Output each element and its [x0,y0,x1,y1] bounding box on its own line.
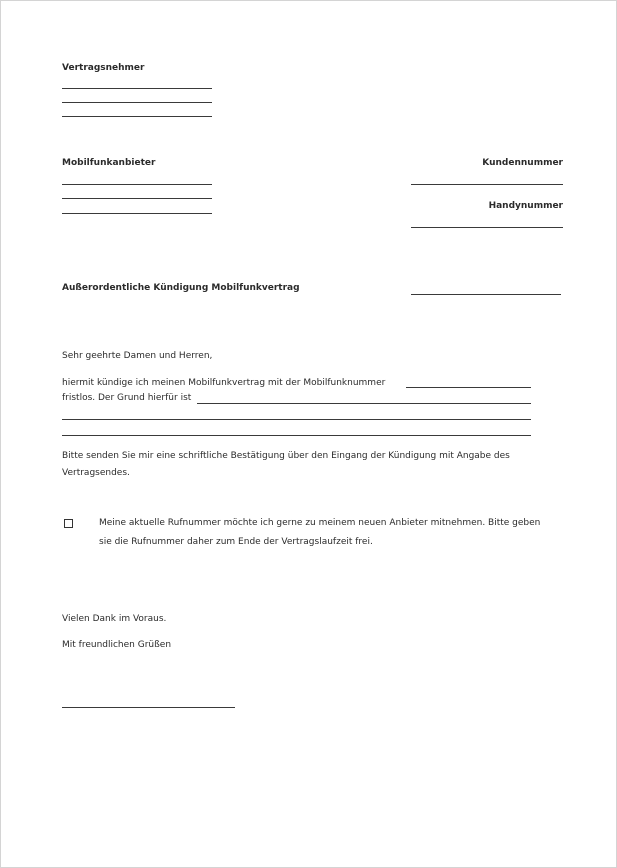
porting-checkbox[interactable] [64,519,73,528]
body-line-2: fristlos. Der Grund hierfür ist [62,393,192,403]
customer-number-label: Kundennummer [482,158,563,168]
salutation: Sehr geehrte Damen und Herren, [62,351,213,361]
provider-line-2[interactable] [62,198,212,199]
confirmation-line-2: Vertragsendes. [62,468,130,478]
thanks-text: Vielen Dank im Voraus. [62,614,167,624]
reason-line-3[interactable] [62,435,531,436]
contractor-label: Vertragsnehmer [62,63,145,73]
contractor-line-3[interactable] [62,116,212,117]
signature-line[interactable] [62,707,235,708]
date-line[interactable] [411,294,561,295]
body-line-1: hiermit kündige ich meinen Mobilfunkvertrag mit der Mobilfunknummer [62,378,386,388]
provider-line-3[interactable] [62,213,212,214]
mobile-number-line[interactable] [411,227,563,228]
subject-line: Außerordentliche Kündigung Mobilfunkvertrag [62,283,300,293]
porting-line-2: sie die Rufnummer daher zum Ende der Vertragslaufzeit frei. [99,537,373,547]
contractor-line-2[interactable] [62,102,212,103]
confirmation-line-1: Bitte senden Sie mir eine schriftliche Bestätigung über den Eingang der Kündigung mit Angabe des [62,451,510,461]
provider-label: Mobilfunkanbieter [62,158,156,168]
contractor-line-1[interactable] [62,88,212,89]
porting-line-1: Meine aktuelle Rufnummer möchte ich gerne zu meinem neuen Anbieter mitnehmen. Bitte geben [99,518,541,528]
reason-line-2[interactable] [62,419,531,420]
mobile-number-label: Handynummer [488,201,563,211]
mobile-number-field-line[interactable] [406,387,531,388]
customer-number-line[interactable] [411,184,563,185]
reason-line-1[interactable] [197,403,531,404]
closing-text: Mit freundlichen Grüßen [62,640,172,650]
provider-line-1[interactable] [62,184,212,185]
